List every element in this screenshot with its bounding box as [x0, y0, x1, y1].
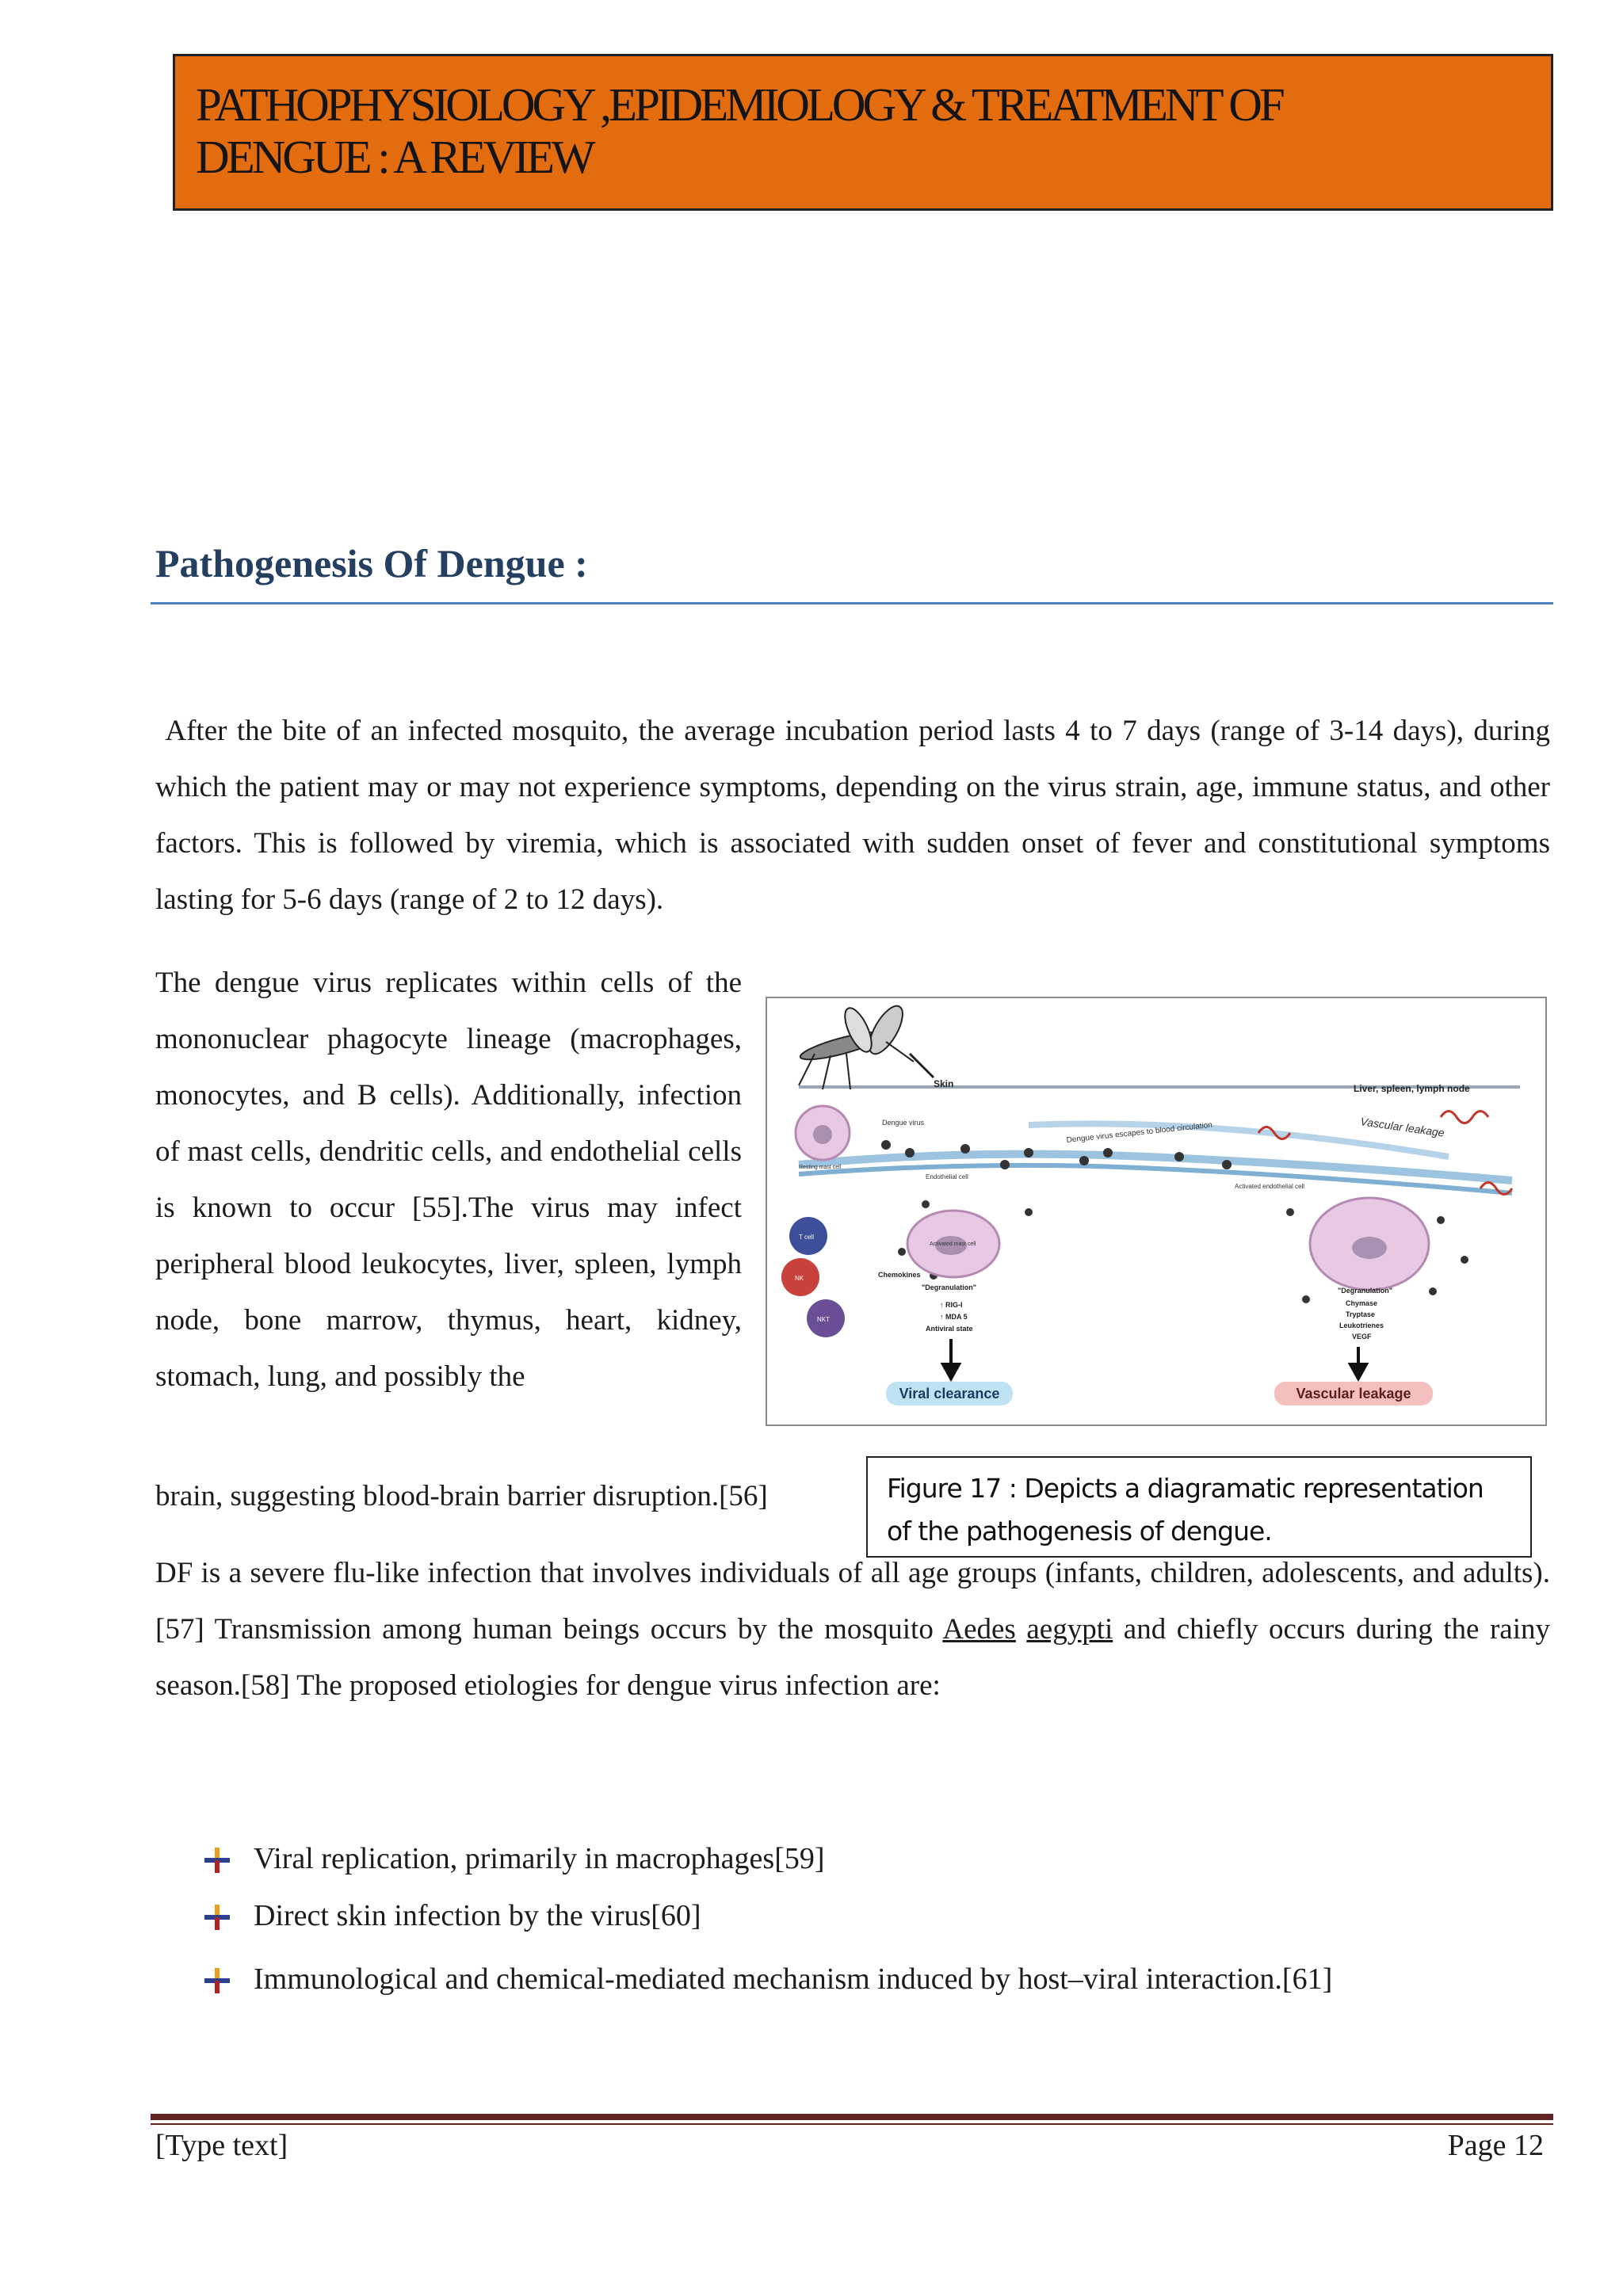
etiology-list: [203, 1830, 1332, 2008]
label-degranulation-left: "Degranulation": [922, 1283, 977, 1291]
label-endothelial: Endothelial cell: [926, 1173, 968, 1180]
label-activated-endothelial: Activated endothelial cell: [1235, 1183, 1305, 1190]
label-liver: Liver, spleen, lymph node: [1354, 1083, 1470, 1094]
label-antiviral: Antiviral state: [926, 1325, 973, 1333]
label-tryptase: Tryptase: [1346, 1310, 1376, 1318]
section-heading: Pathogenesis Of Dengue :: [155, 541, 588, 585]
activated-mast-cell-right: [1310, 1198, 1429, 1290]
label-activated-mast: Activated mast cell: [930, 1241, 976, 1247]
label-degranulation-right: "Degranulation": [1338, 1287, 1393, 1295]
paragraph-brain: brain, suggesting blood-brain barrier disruption.[56]: [155, 1480, 768, 1512]
label-skin: Skin: [934, 1078, 954, 1089]
list-item-text: Viral replication, primarily in macrophages[59]: [254, 1842, 825, 1875]
mosquito-icon: [798, 1001, 914, 1089]
label-viral-clearance: Viral clearance: [899, 1386, 1000, 1402]
label-rig: ↑ RIG-I: [940, 1301, 963, 1309]
paragraph-transmission: [155, 1545, 1550, 1714]
label-t-cell: T cell: [799, 1234, 814, 1241]
label-vascular-top: Vascular leakage: [1359, 1115, 1445, 1139]
paragraph-incubation: After the bite of an infected mosquito, the average incubation period lasts 4 to 7 days (range of 3-14 days), during which the patient may or may not experience symptoms, depending on the virus strain, age, immune status, and other factors. This is followed by viremia, which is associated with sudden onset of fever and constitutional symptoms lasting for 5-6 days (range of 2 to 12 days).: [155, 715, 1550, 916]
term-space: [1016, 1613, 1027, 1646]
footer-divider: [151, 2114, 1553, 2120]
page-number: Page 12: [1447, 2129, 1544, 2162]
bullet-plus-icon: [203, 1966, 231, 1995]
label-escapes: Dengue virus escapes to blood circulation: [1066, 1120, 1213, 1145]
figure-caption: Figure 17 : Depicts a diagramatic representation of the pathogenesis of dengue.: [866, 1456, 1532, 1558]
term-aedes: Aedes: [942, 1613, 1016, 1646]
label-leukotrienes: Leukotrienes: [1339, 1322, 1384, 1329]
label-vascular-bottom: Vascular leakage: [1296, 1386, 1411, 1402]
transmission-text-a: DF is a severe flu-like infection that involves individuals of all age groups (infants, children, adolescents, and adults). [57] Transmission among human beings occurs by the mosquito: [155, 1557, 1550, 1646]
document-title-line-1: PATHOPHYSIOLOGY ,EPIDEMIOLOGY & TREATMENT OF: [196, 78, 1282, 131]
transmission-text-b: and chiefly occurs during the rainy season.[58] The proposed etiologies for dengue virus infection are:: [155, 1613, 1551, 1702]
list-item-text: Direct skin infection by the virus[60]: [254, 1899, 701, 1932]
footer-placeholder-text: [Type text]: [155, 2129, 288, 2162]
pathogenesis-figure: [766, 997, 1547, 1426]
list-item: [203, 1951, 1332, 2008]
outcome-arrows: [943, 1339, 1366, 1379]
resting-mast-cell: [796, 1106, 850, 1160]
bullet-plus-icon: [203, 1846, 231, 1875]
label-chymase: Chymase: [1346, 1299, 1378, 1307]
heading-divider: [151, 602, 1553, 605]
label-nkt-cell: NKT: [817, 1316, 830, 1323]
document-header: [173, 54, 1553, 211]
label-resting-mast: Resting mast cell: [799, 1165, 842, 1170]
list-item: [203, 1830, 1332, 1887]
label-chemokines: Chemokines: [878, 1271, 921, 1279]
label-mda: ↑ MDA 5: [940, 1313, 968, 1321]
term-aegypti: aegypti: [1026, 1613, 1113, 1646]
footer-divider-thin: [151, 2123, 1553, 2125]
document-title-line-2: DENGUE : A REVIEW: [196, 131, 593, 183]
list-item: [203, 1887, 1332, 1951]
label-vegf: VEGF: [1352, 1333, 1372, 1341]
bullet-plus-icon: [203, 1903, 231, 1932]
paragraph-replication: The dengue virus replicates within cells of the mononuclear phagocyte lineage (macrophages, monocytes, and B cells). Additionally, infection of mast cells, dendritic cells, and endothelial cells is known to occur [55].The virus may infect peripheral blood leukocytes, liver, spleen, lymph node, bone marrow, thymus, heart, kidney, stomach, lung, and possibly the: [155, 967, 742, 1393]
label-nk-cell: NK: [795, 1275, 804, 1282]
list-item-text: Immunological and chemical-mediated mechanism induced by host–viral interaction.[61]: [254, 1962, 1333, 1996]
label-dengue-virus: Dengue virus: [882, 1119, 925, 1127]
